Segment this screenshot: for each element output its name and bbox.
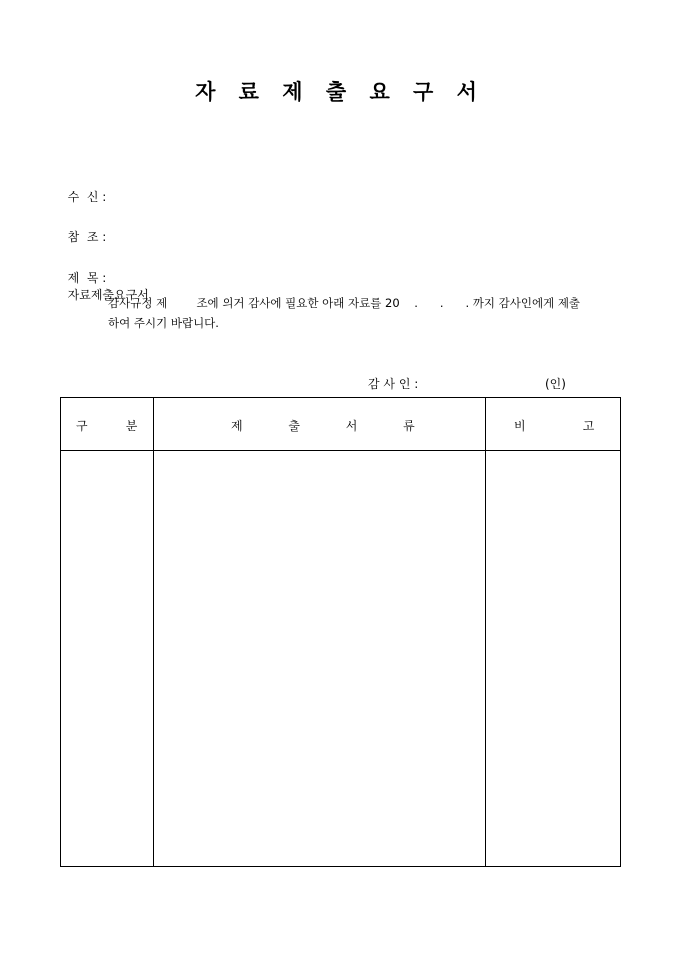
auditor-seal: (인)	[545, 377, 566, 391]
recipient-label: 수 신 :	[67, 190, 107, 204]
reference-label: 참 조 :	[67, 230, 107, 244]
subject-label: 제 목 :	[67, 271, 107, 285]
request-body-line-2: 하여 주시기 바랍니다.	[108, 316, 219, 330]
document-title: 자 료 제 출 요 구 서	[195, 79, 485, 104]
header-documents: 제 출 서 류	[231, 419, 415, 433]
header-category: 구 분	[76, 419, 138, 433]
table-divider-2	[485, 398, 486, 866]
request-body-line-1: 감사규정 제 조에 의거 감사에 필요한 아래 자료를 20 . . . 까지 감사인에게 제출	[108, 296, 581, 310]
table-divider-1	[153, 398, 154, 866]
table-header-divider	[61, 450, 620, 451]
recipient-field	[60, 174, 106, 205]
header-remarks: 비 고	[514, 419, 595, 433]
subject-value: 자료제출요구서	[67, 288, 149, 302]
document-request-table	[60, 397, 621, 867]
reference-field	[60, 214, 106, 245]
auditor-label: 감 사 인 :	[368, 377, 419, 391]
